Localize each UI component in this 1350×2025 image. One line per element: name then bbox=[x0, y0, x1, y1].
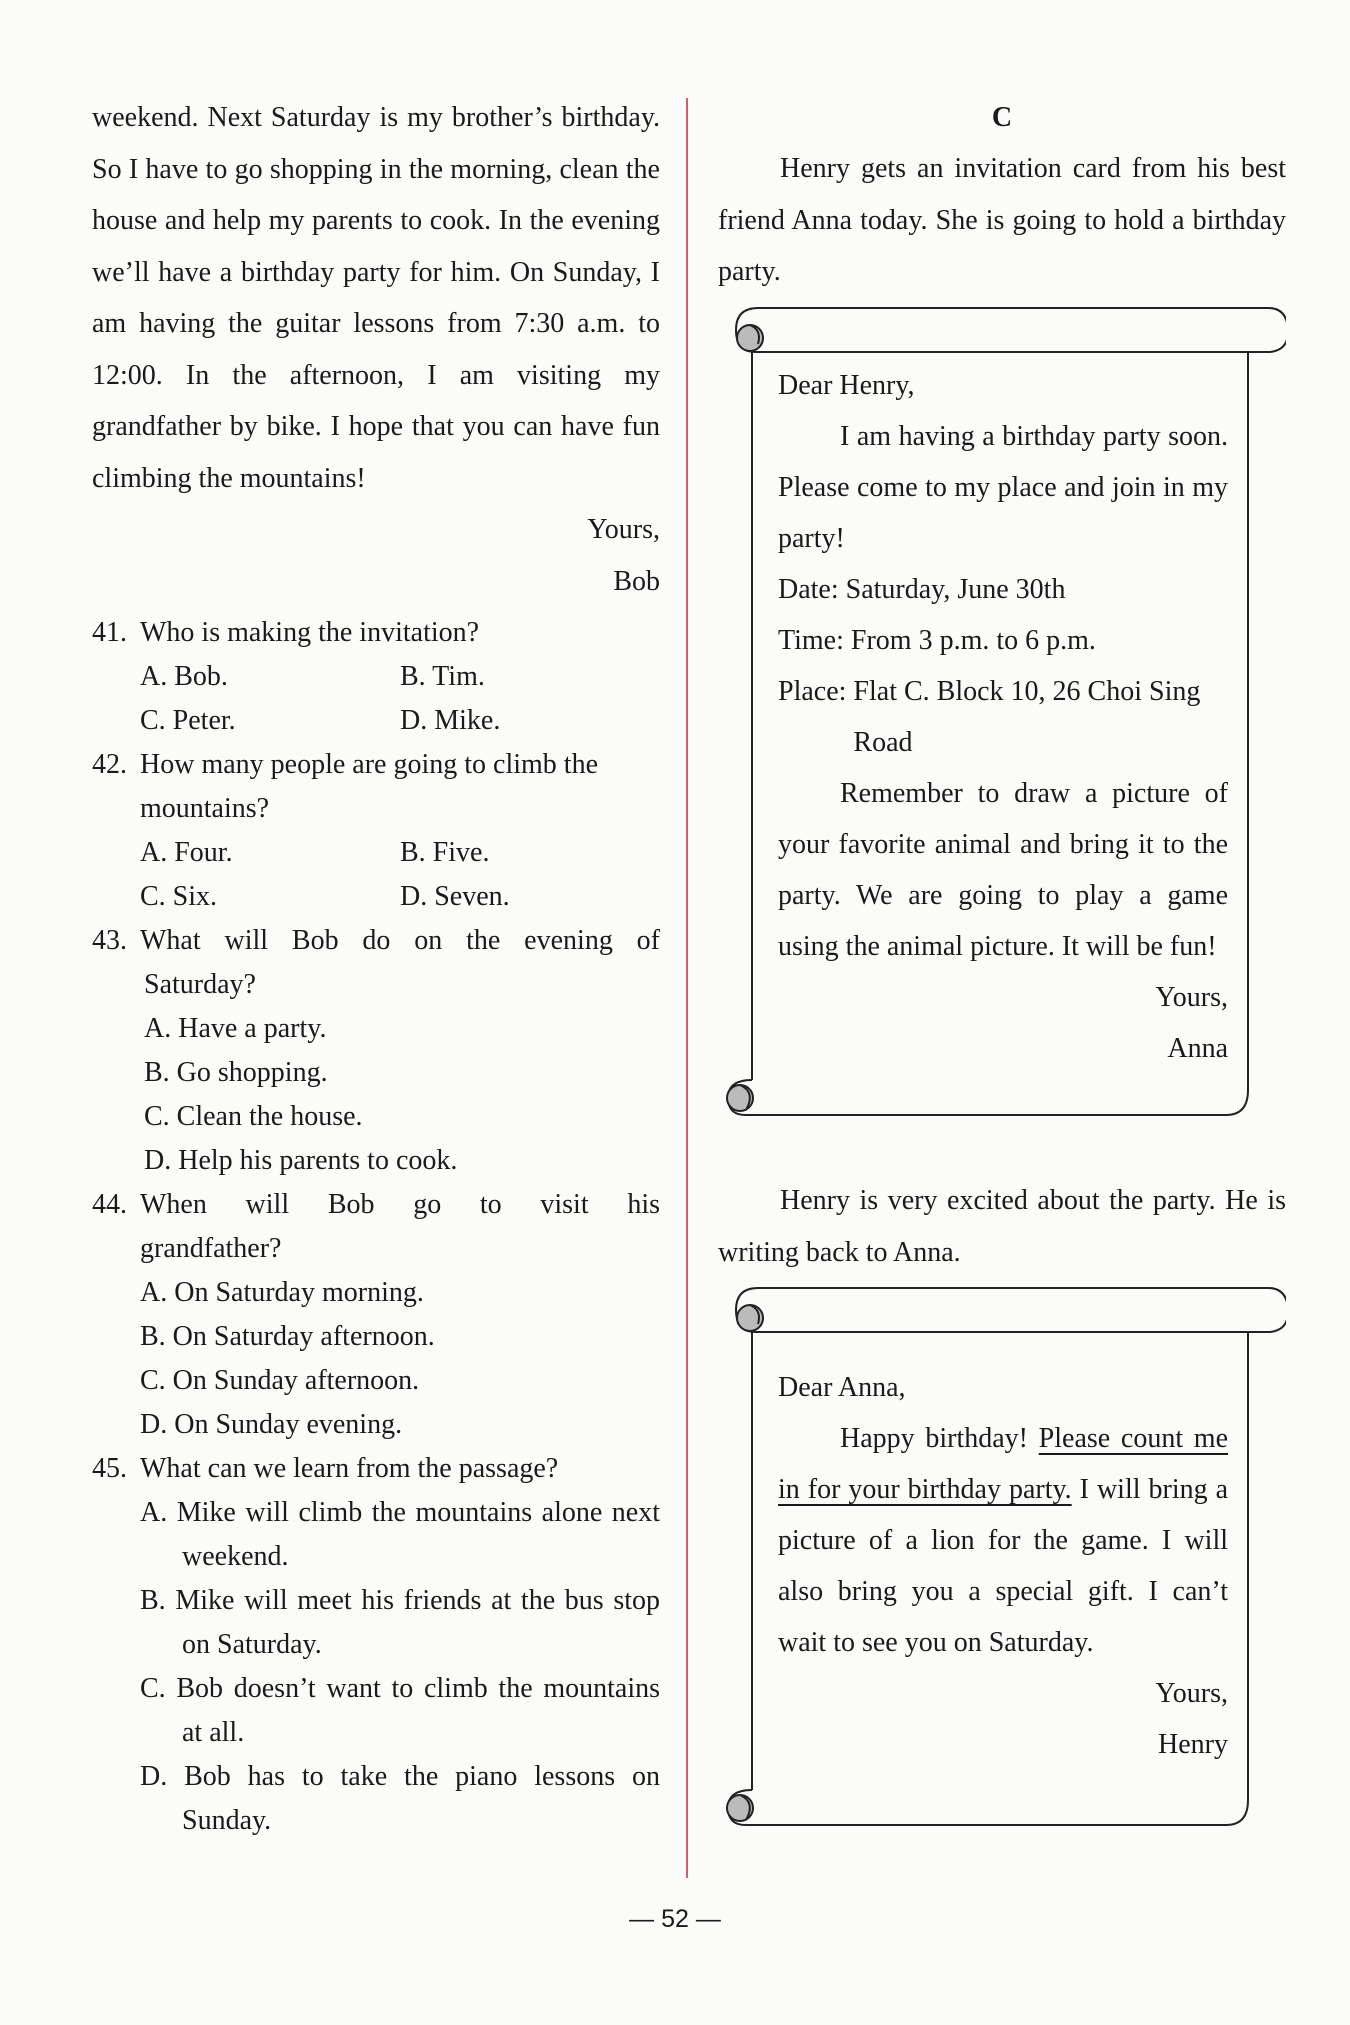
reply-closing: Yours, bbox=[1155, 1678, 1228, 1709]
option-b: B. Tim. bbox=[400, 661, 485, 692]
question-43 bbox=[92, 919, 660, 1183]
invitation-body: I am having a birthday party soon. Please come to my place and join in my party! bbox=[778, 421, 1228, 554]
option-b: B. Go shopping. bbox=[144, 1057, 328, 1088]
place-label: Place: bbox=[778, 676, 847, 707]
reply-body bbox=[778, 1413, 1228, 1668]
section-c-middle: Henry is very excited about the party. He is writing back to Anna. bbox=[718, 1185, 1286, 1268]
left-column bbox=[92, 92, 660, 1843]
date-label: Date: bbox=[778, 574, 839, 605]
question-text-cont: mountains? bbox=[140, 793, 270, 824]
invitation-greeting: Dear Henry, bbox=[778, 370, 915, 401]
question-41 bbox=[92, 611, 660, 743]
invitation-signature: Anna bbox=[1167, 1033, 1228, 1064]
question-text-cont: grandfather? bbox=[140, 1233, 282, 1264]
option-c: C. Peter. bbox=[140, 705, 236, 736]
invitation-card bbox=[718, 300, 1286, 1130]
option-c: C. Clean the house. bbox=[144, 1101, 363, 1132]
option-a: A. Four. bbox=[140, 837, 233, 868]
question-44 bbox=[92, 1183, 660, 1447]
question-number: 45. bbox=[92, 1453, 127, 1484]
question-text: Who is making the invitation? bbox=[140, 617, 480, 648]
option-d: D. Bob has to take the piano lessons on Sunday. bbox=[140, 1761, 660, 1836]
question-text: When will Bob go to visit his bbox=[140, 1189, 660, 1220]
question-number: 41. bbox=[92, 617, 127, 648]
reply-signature: Henry bbox=[1158, 1729, 1228, 1760]
time-label: Time: bbox=[778, 625, 844, 656]
question-text: What will Bob do on the evening of bbox=[140, 925, 660, 956]
reply-body-start: Happy birthday! bbox=[840, 1423, 1039, 1454]
option-c: C. Bob doesn’t want to climb the mountains at all. bbox=[140, 1673, 660, 1748]
option-a: A. On Saturday morning. bbox=[140, 1277, 424, 1308]
option-c: C. Six. bbox=[140, 881, 218, 912]
option-d: D. Help his parents to cook. bbox=[144, 1145, 458, 1176]
reply-card bbox=[718, 1280, 1286, 1840]
reply-underlined-sentence: Please count me in for your birthday party. bbox=[778, 1423, 1228, 1505]
question-text: What can we learn from the passage? bbox=[140, 1453, 559, 1484]
invitation-note: Remember to draw a picture of your favorite animal and bring it to the party. We are going to play a game using the animal picture. It will be fun! bbox=[778, 778, 1228, 962]
option-d: D. On Sunday evening. bbox=[140, 1409, 403, 1440]
invitation-date bbox=[778, 564, 1228, 615]
question-45 bbox=[92, 1447, 660, 1843]
time-value: From 3 p.m. to 6 p.m. bbox=[850, 625, 1096, 656]
section-c-intro: Henry gets an invitation card from his best friend Anna today. She is going to hold a birthday party. bbox=[718, 153, 1286, 287]
option-a: A. Mike will climb the mountains alone next weekend. bbox=[140, 1497, 660, 1572]
column-divider bbox=[686, 98, 688, 1878]
option-c: C. On Sunday afternoon. bbox=[140, 1365, 420, 1396]
page-number: — 52 — bbox=[629, 1905, 721, 1933]
option-b: B. On Saturday afternoon. bbox=[140, 1321, 435, 1352]
passage-closing: Yours, bbox=[587, 514, 660, 545]
option-d: D. Seven. bbox=[400, 881, 510, 912]
reply-body-end: I will bring a picture of a lion for the game. I will also bring you a special gift. I can’t wait to see you on Saturday. bbox=[778, 1474, 1228, 1658]
section-heading: C bbox=[991, 102, 1013, 133]
invitation-closing: Yours, bbox=[1155, 982, 1228, 1013]
option-a: A. Have a party. bbox=[144, 1013, 327, 1044]
invitation-letter bbox=[778, 360, 1228, 1074]
question-text-cont: Saturday? bbox=[144, 969, 256, 1000]
middle-text-block bbox=[718, 1175, 1286, 1278]
question-text: How many people are going to climb the bbox=[140, 749, 598, 780]
option-b: B. Mike will meet his friends at the bus stop on Saturday. bbox=[140, 1585, 660, 1660]
place-value: Flat C. Block 10, 26 Choi Sing Road bbox=[853, 676, 1201, 758]
passage-b-text: weekend. Next Saturday is my brother’s birthday. So I have to go shopping in the morning, clean the house and help my parents to cook. In the evening we’ll have a birthday party for him. On Sunday, I am having the guitar lessons from 7:30 a.m. to 12:00. In the afternoon, I am visiting my grandfather by bike. I hope that you can have fun climbing the mountains! bbox=[92, 102, 660, 494]
question-42 bbox=[92, 743, 660, 919]
question-number: 42. bbox=[92, 749, 127, 780]
date-value: Saturday, June 30th bbox=[845, 574, 1066, 605]
option-d: D. Mike. bbox=[400, 705, 501, 736]
question-number: 43. bbox=[92, 925, 127, 956]
option-b: B. Five. bbox=[400, 837, 490, 868]
passage-signature: Bob bbox=[613, 565, 660, 597]
right-column bbox=[718, 92, 1286, 298]
invitation-place bbox=[778, 666, 1228, 768]
option-a: A. Bob. bbox=[140, 661, 228, 692]
invitation-time bbox=[778, 615, 1228, 666]
reply-greeting: Dear Anna, bbox=[778, 1372, 906, 1403]
reply-letter bbox=[778, 1362, 1228, 1770]
question-number: 44. bbox=[92, 1189, 127, 1220]
questions-list bbox=[92, 611, 660, 1843]
